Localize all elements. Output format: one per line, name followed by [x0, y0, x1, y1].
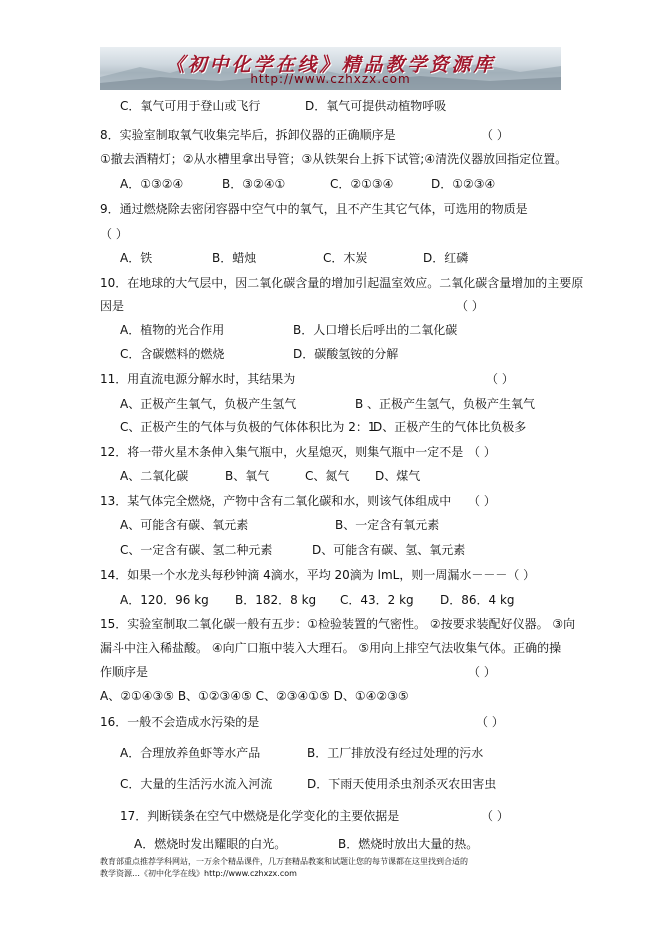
option-13b: B、一定含有氧元素 [335, 518, 440, 532]
question-8: 8．实验室制取氧气收集完毕后，拆卸仪器的正确顺序是 [100, 128, 396, 142]
option-16d: D．下雨天使用杀虫剂杀灭农田害虫 [307, 777, 497, 791]
option-10a: A．植物的光合作用 [120, 323, 225, 337]
footer-line-1: 教育部重点推荐学科网站，一万余个精品课件，几万套精品教案和试题让您的每节课都在这里找到合适的 [100, 857, 468, 866]
option-7d: D．氧气可提供动植物呼吸 [305, 99, 447, 113]
question-16: 16．一般不会造成水污染的是 [100, 715, 260, 729]
question-17: 17．判断镁条在空气中燃烧是化学变化的主要依据是 [120, 809, 400, 823]
option-16a: A．合理放养鱼虾等水产品 [120, 746, 261, 760]
option-10d: D．碳酸氢铵的分解 [293, 347, 399, 361]
option-14d: D．86．4 kg [440, 593, 515, 607]
option-12c: C、氮气 [305, 469, 350, 483]
option-14b: B．182．8 kg [235, 593, 317, 607]
option-14c: C．43．2 kg [340, 593, 414, 607]
footer-line-2: 教学资源…《初中化学在线》http://www.czhxzx.com [100, 869, 297, 878]
option-12a: A、二氧化碳 [120, 469, 189, 483]
option-12d: D、煤气 [375, 469, 421, 483]
answer-blank-11: （ ） [486, 372, 514, 386]
question-11: 11．用直流电源分解水时，其结果为 [100, 372, 296, 386]
header-banner [100, 47, 561, 90]
question-8-steps: ①撤去酒精灯；②从水槽里拿出导管；③从铁架台上拆下试管;④清洗仪器放回指定位置。 [100, 152, 568, 166]
answer-blank-10: （ ） [456, 299, 484, 313]
option-14a: A．120．96 kg [120, 593, 209, 607]
banner-title: 《初中化学在线》精品教学资源库 [165, 54, 496, 76]
option-17a: A．燃烧时发出耀眼的白光。 [134, 837, 287, 851]
option-16b: B．工厂排放没有经过处理的污水 [307, 746, 484, 760]
option-8a: A．①③②④ [120, 177, 184, 191]
question-14: 14．如果一个水龙头每秒钟滴 4滴水，平均 20滴为 lmL，则一周漏水－－－（ ） [100, 568, 536, 582]
answer-blank-16: （ ） [476, 715, 504, 729]
option-7c: C．氧气可用于登山或飞行 [120, 99, 261, 113]
option-12b: B、氧气 [225, 469, 270, 483]
option-11d: D、正极产生的气体比负极多 [373, 420, 527, 434]
option-9b: B．蜡烛 [212, 251, 257, 265]
question-15: 15．实验室制取二氧化碳一般有五步：①检验装置的气密性。 ②按要求装配好仪器。 ③向 [100, 617, 576, 631]
option-17b: B．燃烧时放出大量的热。 [338, 837, 479, 851]
option-9d: D．红磷 [423, 251, 469, 265]
question-12: 12．将一带火星木条伸入集气瓶中，火星熄灭，则集气瓶中一定不是 [100, 445, 464, 459]
option-8b: B．③②④① [222, 177, 286, 191]
question-10: 10．在地球的大气层中，因二氧化碳含量的增加引起温室效应。二氧化碳含量增加的主要原 [100, 276, 584, 290]
question-10-cont: 因是 [100, 299, 125, 313]
answer-blank-8: （ ） [481, 128, 509, 142]
banner-url[interactable]: http://www.czhxzx.com [250, 72, 411, 86]
option-11c: C、正极产生的气体与负极的气体体积比为 2：1 [120, 420, 376, 434]
option-13c: C、一定含有碳、氢二种元素 [120, 543, 273, 557]
option-11a: A、正极产生氧气，负极产生氢气 [120, 397, 297, 411]
answer-blank-13: （ ） [468, 494, 496, 508]
question-15-cont1: 漏斗中注入稀盐酸。 ④向广口瓶中装入大理石。 ⑤用向上排空气法收集气体。正确的操 [100, 641, 562, 655]
question-15-cont2: 作顺序是 [100, 665, 149, 679]
option-8c: C．②①③④ [330, 177, 394, 191]
answer-blank-15: （ ） [468, 665, 496, 679]
answer-blank-9: （ ） [100, 227, 128, 241]
answer-blank-12: （ ） [468, 445, 496, 459]
option-16c: C．大量的生活污水流入河流 [120, 777, 273, 791]
option-10b: B．人口增长后呼出的二氧化碳 [293, 323, 458, 337]
option-9c: C．木炭 [323, 251, 368, 265]
option-9a: A．铁 [120, 251, 153, 265]
option-8d: D．①②③④ [431, 177, 496, 191]
option-13d: D、可能含有碳、氢、氧元素 [312, 543, 466, 557]
answer-blank-17: （ ） [481, 809, 509, 823]
option-13a: A、可能含有碳、氧元素 [120, 518, 249, 532]
options-15: A、②①④③⑤ B、①②③④⑤ C、②③④①⑤ D、①④②③⑤ [100, 689, 409, 703]
question-13: 13．某气体完全燃烧，产物中含有二氧化碳和水，则该气体组成中 [100, 494, 452, 508]
option-10c: C．含碳燃料的燃烧 [120, 347, 225, 361]
option-11b: B 、正极产生氢气，负极产生氧气 [355, 397, 536, 411]
question-9: 9．通过燃烧除去密闭容器中空气中的氧气，且不产生其它气体，可选用的物质是 [100, 202, 528, 216]
